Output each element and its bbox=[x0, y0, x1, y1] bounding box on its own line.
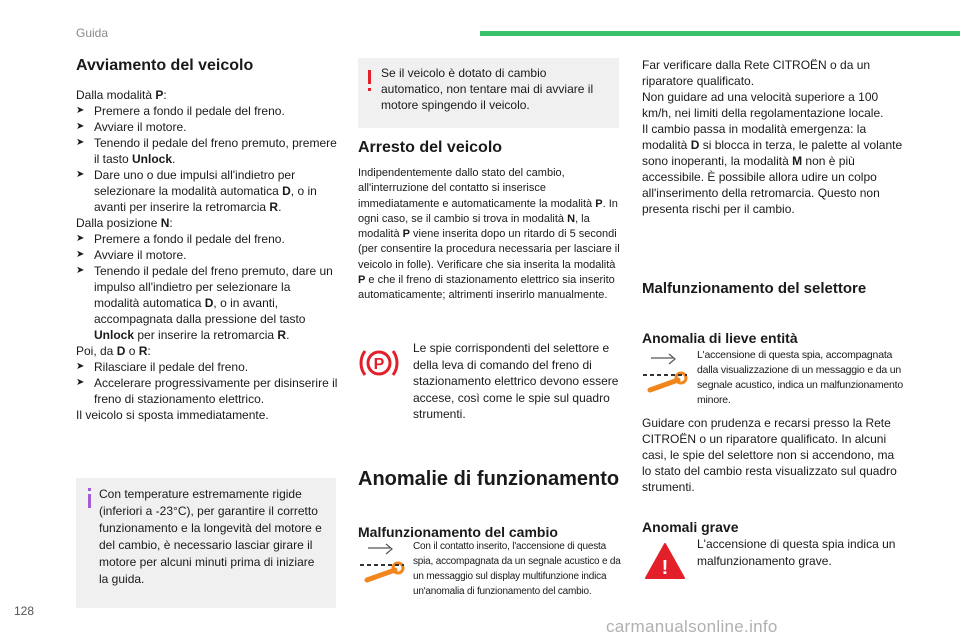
warning-note bbox=[358, 58, 619, 128]
running-header: Guida bbox=[76, 26, 109, 40]
avviamento-body bbox=[76, 87, 338, 423]
list-item: ➤ Accelerare progressivamente per disinserire il freno di stazionamento elettrico. bbox=[76, 376, 338, 406]
cambio-text: Con il contatto inserito, l'accensione di questa spia, accompagnata da un segnale acustico e da un messaggio sul display multifunzione indica un'anomalia di funzionamento del cambio. bbox=[413, 541, 621, 597]
lieve-icon-text: L'accensione di questa spia, accompagnata dalla visualizzazione di un messaggio e da un segnale acustico, indica un malfunzionamento minore. bbox=[697, 349, 903, 406]
list-item: ➤ Avviare il motore. bbox=[76, 248, 187, 262]
info-icon-stem bbox=[88, 494, 91, 508]
warning-triangle-icon bbox=[644, 542, 686, 580]
wrench-icon bbox=[358, 540, 406, 586]
wrench-icon bbox=[641, 350, 689, 396]
section-title-avviamento: Avviamento del veicolo bbox=[76, 57, 254, 74]
info-note bbox=[76, 478, 336, 608]
section-title-anomalie: Anomalie di funzionamento bbox=[358, 468, 620, 490]
header-accent-bar bbox=[480, 31, 960, 36]
bullet-marker-icon: ➤ bbox=[76, 265, 85, 276]
list-item: ➤ Premere a fondo il pedale del freno. bbox=[76, 232, 285, 246]
grave-text: L'accensione di questa spia indica un malfunzionamento grave. bbox=[697, 537, 896, 568]
bullet-marker-icon: ➤ bbox=[76, 233, 85, 244]
parking-brake-letter: P bbox=[373, 356, 385, 373]
column3-top-text: Far verificare dalla Rete CITROËN o da un riparatore qualificato. Non guidare ad una velocità superiore a 100 km/h, nei limiti della regolamentazione locale. Il cambio passa in modalità emergenza: la modalità D si blocca in terza, le palette al volante sono inoperanti, la modalità M non è più accessibile. È possibile allora udire un colpo all'inserimento della retromarcia. Questo non presenta rischi per il cambio. bbox=[642, 58, 903, 216]
bullet-marker-icon: ➤ bbox=[76, 249, 85, 260]
info-icon bbox=[88, 488, 91, 491]
bullet-marker-icon: ➤ bbox=[76, 377, 85, 388]
arresto-text: Indipendentemente dallo stato del cambio, all'interruzione del contatto si inserisce immediatamente e automaticamente la modalità P. In ogni caso, se il cambio si trova in modalità N, la modalità P viene inserita dopo un ritardo di 5 secondi (per consentire la procedura necessaria per lasciare il veicolo in folle). Verificare che sia inserita la modalità P e che il freno di stazionamento elettrico sia inserito automaticamente; altrimenti inserirlo manualmente. bbox=[358, 167, 620, 302]
brake-lights-text: Le spie corrispondenti del selettore e della leva di comando del freno di stazionamento elettrico devono essere accese, così come le spie sul quadro strumenti. bbox=[413, 341, 619, 421]
bullet-marker-icon: ➤ bbox=[76, 361, 85, 372]
list-item: ➤ Dare uno o due impulsi all'indietro per selezionare la modalità automatica D, o in avanti per inserire la retromarcia R. bbox=[76, 168, 317, 214]
section-title-selettore: Malfunzionamento del selettore bbox=[642, 280, 867, 297]
bullet-marker-icon: ➤ bbox=[76, 137, 85, 148]
intro-mode-dr: Poi, da D o R: bbox=[76, 344, 151, 358]
page-number: 128 bbox=[14, 604, 35, 618]
subsection-title-lieve: Anomalia di lieve entità bbox=[642, 330, 798, 346]
list-item: ➤ Tenendo il pedale del freno premuto, dare un impulso all'indietro per selezionare la modalità automatica D, o in avanti, accompagnata dalla pressione del tasto Unlock per inserire la retromarcia R. bbox=[76, 264, 333, 342]
bullet-marker-icon: ➤ bbox=[76, 169, 85, 180]
intro-mode-p: Dalla modalità P: bbox=[76, 88, 167, 102]
info-note-text: Con temperature estremamente rigide (inferiori a -23°C), per garantire il corretto funzionamento e la longevità del motore e del cambio, è necessario lasciar girare il motore per alcuni minuti prima di iniziare la guida. bbox=[99, 487, 322, 586]
warning-note-text: Se il veicolo è dotato di cambio automatico, non tentare mai di avviare il motore spingendo il veicolo. bbox=[381, 66, 594, 112]
lieve-after-text: Guidare con prudenza e recarsi presso la Rete CITROËN o un riparatore qualificato. In alcuni casi, le spie del selettore non si accendono, ma lo stato del cambio resta visualizzato sul quadro strumenti. bbox=[642, 416, 897, 494]
list-item: ➤ Avviare il motore. bbox=[76, 120, 187, 134]
subsection-title-cambio: Malfunzionamento del cambio bbox=[358, 524, 558, 540]
parking-brake-icon bbox=[357, 343, 401, 383]
bullet-marker-icon: ➤ bbox=[76, 121, 85, 132]
closing-sentence: Il veicolo si sposta immediatamente. bbox=[76, 408, 269, 422]
intro-mode-n: Dalla posizione N: bbox=[76, 216, 173, 230]
section-title-arresto: Arresto del veicolo bbox=[358, 139, 503, 156]
warning-icon-dot bbox=[368, 88, 371, 91]
warning-icon bbox=[368, 70, 371, 84]
watermark: carmanualsonline.info bbox=[606, 617, 778, 636]
subsection-title-grave: Anomali grave bbox=[642, 519, 739, 535]
list-item: ➤ Premere a fondo il pedale del freno. bbox=[76, 104, 285, 118]
list-item: ➤ Tenendo il pedale del freno premuto, premere il tasto Unlock. bbox=[76, 136, 337, 166]
list-item: ➤ Rilasciare il pedale del freno. bbox=[76, 360, 249, 374]
bullet-marker-icon: ➤ bbox=[76, 105, 85, 116]
warning-triangle-symbol: ! bbox=[661, 557, 669, 579]
